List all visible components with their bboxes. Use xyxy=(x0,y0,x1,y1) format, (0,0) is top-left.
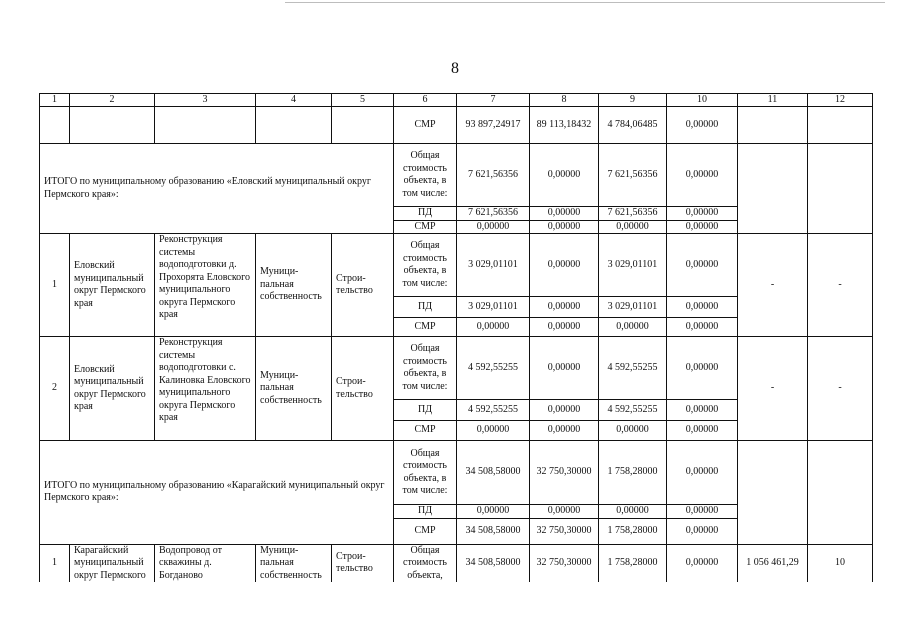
cell-c7: 7 621,56356 xyxy=(457,207,530,221)
work-type: Строи- тельство xyxy=(332,544,394,582)
col-num: 1 xyxy=(40,94,70,107)
municipality: Карагайский муниципальный округ Пермского xyxy=(70,544,155,582)
cell-c9: 0,00000 xyxy=(599,318,667,337)
cell-c10: 0,00000 xyxy=(667,505,738,519)
cell-c7: 4 592,55255 xyxy=(457,400,530,421)
col-num: 5 xyxy=(332,94,394,107)
col-num: 11 xyxy=(738,94,808,107)
cell-c12: - xyxy=(808,234,873,337)
cost-type: СМР xyxy=(394,421,457,441)
cost-type: ПД xyxy=(394,207,457,221)
total-row xyxy=(40,144,873,207)
cell-c8: 0,00000 xyxy=(530,144,599,207)
cell-c10: 0,00000 xyxy=(667,400,738,421)
object-row xyxy=(40,234,873,297)
cell-c9: 4 592,55255 xyxy=(599,337,667,400)
col-num: 8 xyxy=(530,94,599,107)
cell-c8: 89 113,18432 xyxy=(530,107,599,144)
cell-c11: - xyxy=(738,337,808,441)
cell-c9: 1 758,28000 xyxy=(599,518,667,544)
work-type: Строи- тельство xyxy=(332,337,394,441)
cell-c7: 0,00000 xyxy=(457,220,530,234)
cell-c10: 0,00000 xyxy=(667,297,738,318)
cell-c8: 0,00000 xyxy=(530,505,599,519)
cell-c10: 0,00000 xyxy=(667,441,738,505)
cell-c7: 0,00000 xyxy=(457,505,530,519)
cell-c8: 0,00000 xyxy=(530,207,599,221)
cell-c9: 4 592,55255 xyxy=(599,400,667,421)
cost-type: Общая стоимость объекта, в том числе: xyxy=(394,144,457,207)
object-number: 2 xyxy=(40,337,70,441)
cell-c7: 34 508,58000 xyxy=(457,518,530,544)
cell-c10: 0,00000 xyxy=(667,220,738,234)
cell-c8: 0,00000 xyxy=(530,234,599,297)
object-row xyxy=(40,544,873,582)
cell-c10: 0,00000 xyxy=(667,421,738,441)
col-num: 4 xyxy=(256,94,332,107)
cell-c8: 32 750,30000 xyxy=(530,518,599,544)
total-label: ИТОГО по муниципальному образованию «Карагайский муниципальный округ Пермского края»: xyxy=(40,441,394,545)
cell-c9: 1 758,28000 xyxy=(599,544,667,582)
cost-type: СМР xyxy=(394,220,457,234)
cell-c9: 0,00000 xyxy=(599,505,667,519)
cell-c12: - xyxy=(808,337,873,441)
cell-c8: 0,00000 xyxy=(530,220,599,234)
cell-c10: 0,00000 xyxy=(667,518,738,544)
cell-c9: 3 029,01101 xyxy=(599,234,667,297)
cost-type: Общая стоимость объекта, в том числе: xyxy=(394,234,457,297)
cell-c8: 0,00000 xyxy=(530,337,599,400)
column-number-row xyxy=(40,94,873,107)
cost-type: СМР xyxy=(394,318,457,337)
cell-c7: 93 897,24917 xyxy=(457,107,530,144)
top-rule xyxy=(285,2,885,3)
municipality: Еловский муниципальный округ Пермского края xyxy=(70,337,155,441)
cell-c10: 0,00000 xyxy=(667,544,738,582)
cell-c10: 0,00000 xyxy=(667,207,738,221)
cell-c7: 4 592,55255 xyxy=(457,337,530,400)
cell-c7: 34 508,58000 xyxy=(457,544,530,582)
cell-c7: 3 029,01101 xyxy=(457,297,530,318)
col-num: 10 xyxy=(667,94,738,107)
cell-c8: 0,00000 xyxy=(530,421,599,441)
cell-c11: 1 056 461,29 xyxy=(738,544,808,582)
cell-c7: 0,00000 xyxy=(457,421,530,441)
object-row xyxy=(40,337,873,400)
object-number: 1 xyxy=(40,544,70,582)
cell-c8: 32 750,30000 xyxy=(530,544,599,582)
ownership: Муници- пальная собственность xyxy=(256,234,332,337)
cell-c9: 3 029,01101 xyxy=(599,297,667,318)
cell-c7: 0,00000 xyxy=(457,318,530,337)
cell-c9: 1 758,28000 xyxy=(599,441,667,505)
col-num: 2 xyxy=(70,94,155,107)
cell-c11: - xyxy=(738,234,808,337)
cell-c12: 10 xyxy=(808,544,873,582)
cost-type: Общая стоимость объекта, в том числе: xyxy=(394,441,457,505)
cell-c8: 0,00000 xyxy=(530,400,599,421)
cell-c7: 3 029,01101 xyxy=(457,234,530,297)
object-name: Водопровод от скважины д. Богданово xyxy=(155,544,256,582)
cell-c10: 0,00000 xyxy=(667,234,738,297)
cell-c7: 7 621,56356 xyxy=(457,144,530,207)
cost-type: СМР xyxy=(394,107,457,144)
col-num: 9 xyxy=(599,94,667,107)
cell-c8: 0,00000 xyxy=(530,297,599,318)
col-num: 12 xyxy=(808,94,873,107)
cost-type: Общая стоимость объекта, в том числе: xyxy=(394,337,457,400)
object-name: Реконструкция системы водоподготовки с. Калиновка Еловского муниципального округа Пермского края xyxy=(155,337,256,441)
cell-c9: 7 621,56356 xyxy=(599,207,667,221)
cost-type: ПД xyxy=(394,297,457,318)
cell-c9: 7 621,56356 xyxy=(599,144,667,207)
work-type: Строи- тельство xyxy=(332,234,394,337)
page-number: 8 xyxy=(451,60,459,77)
cell-c8: 32 750,30000 xyxy=(530,441,599,505)
table-row xyxy=(40,107,873,144)
total-row xyxy=(40,441,873,505)
cell-c8: 0,00000 xyxy=(530,318,599,337)
col-num: 6 xyxy=(394,94,457,107)
cost-type: Общая стоимость объекта, xyxy=(394,544,457,582)
cost-type: ПД xyxy=(394,400,457,421)
funding-table xyxy=(39,93,873,582)
col-num: 3 xyxy=(155,94,256,107)
municipality: Еловский муниципальный округ Пермского края xyxy=(70,234,155,337)
col-num: 7 xyxy=(457,94,530,107)
cell-c10: 0,00000 xyxy=(667,318,738,337)
cost-type: СМР xyxy=(394,518,457,544)
cell-c7: 34 508,58000 xyxy=(457,441,530,505)
cell-c9: 0,00000 xyxy=(599,220,667,234)
cost-type: ПД xyxy=(394,505,457,519)
ownership: Муници- пальная собственность xyxy=(256,544,332,582)
cell-c10: 0,00000 xyxy=(667,337,738,400)
cell-c9: 0,00000 xyxy=(599,421,667,441)
ownership: Муници- пальная собственность xyxy=(256,337,332,441)
object-number: 1 xyxy=(40,234,70,337)
cell-c10: 0,00000 xyxy=(667,144,738,207)
total-label: ИТОГО по муниципальному образованию «Еловский муниципальный округ Пермского края»: xyxy=(40,144,394,234)
cell-c10: 0,00000 xyxy=(667,107,738,144)
cell-c9: 4 784,06485 xyxy=(599,107,667,144)
object-name: Реконструкция системы водоподготовки д. Прохорята Еловского муниципального округа Пермского края xyxy=(155,234,256,337)
